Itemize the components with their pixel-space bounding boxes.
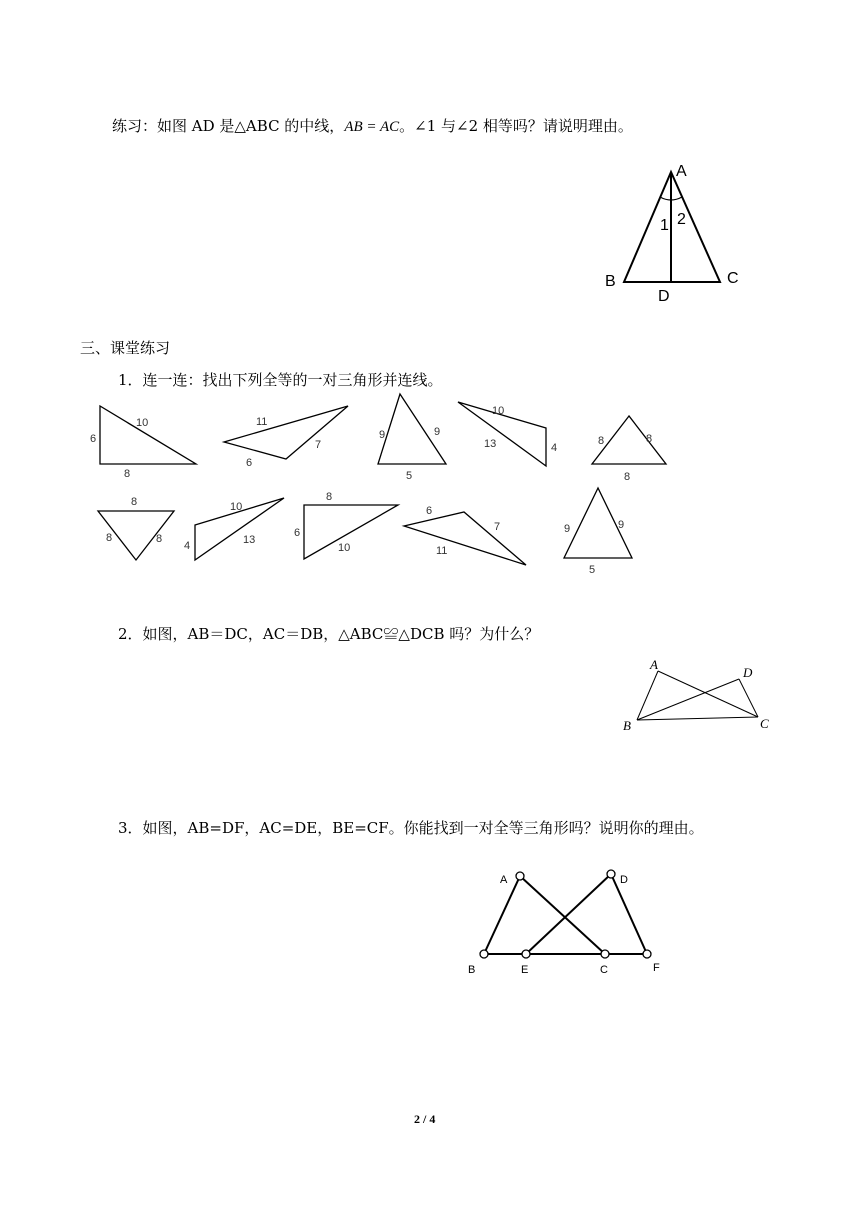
t7-hyp: 13 — [243, 534, 256, 546]
practice-triangle-figure — [590, 158, 760, 303]
t9-bottom: 11 — [436, 545, 448, 557]
point-f — [643, 950, 651, 958]
t2-top: 11 — [256, 416, 268, 428]
section-heading: 三、课堂练习 — [80, 339, 171, 357]
q2-label-b: B — [623, 718, 631, 733]
question-3-figure — [460, 862, 680, 977]
segment-dc — [739, 679, 758, 717]
triangle-1 — [100, 406, 196, 464]
triangle-8 — [304, 505, 398, 559]
segment-bc — [637, 717, 758, 720]
q2-label-d: D — [743, 665, 753, 680]
segment-ac — [520, 876, 605, 954]
segment-ab — [484, 876, 520, 954]
page-number: 2 / 4 — [414, 1112, 436, 1126]
t5-right: 8 — [646, 433, 653, 445]
t2-right: 7 — [315, 439, 322, 451]
question-3: 3．如图，AB=DF，AC=DE，BE=CF。你能找到一对全等三角形吗？说明你的理由。 — [118, 819, 704, 837]
label-angle-1: 1 — [660, 217, 669, 234]
t6-top: 8 — [131, 496, 138, 508]
t3-right: 9 — [434, 426, 441, 438]
point-d — [607, 870, 615, 878]
triangle-matching-figure — [80, 388, 680, 578]
t8-left: 6 — [294, 527, 301, 539]
practice-question — [112, 116, 633, 137]
practice-formula: AB = AC — [344, 119, 400, 135]
q3-label-b: B — [468, 964, 476, 976]
t7-top: 10 — [230, 501, 243, 513]
label-c: C — [727, 270, 739, 287]
t6-left: 8 — [106, 532, 113, 544]
t4-top: 10 — [492, 405, 505, 417]
triangle-2 — [224, 406, 348, 459]
q2-label-c: C — [760, 716, 769, 731]
t10-base: 5 — [589, 564, 596, 576]
practice-suffix: 。∠1 与∠2 相等吗？请说明理由。 — [399, 117, 633, 135]
t3-left: 9 — [379, 429, 386, 441]
t7-left: 4 — [184, 540, 191, 552]
t1-side: 6 — [90, 433, 97, 445]
point-e — [522, 950, 530, 958]
t2-bottom: 6 — [246, 457, 253, 469]
t4-hyp: 13 — [484, 438, 497, 450]
point-a — [516, 872, 524, 880]
q3-label-e: E — [521, 964, 529, 976]
label-d: D — [658, 288, 670, 303]
question-2: 2．如图，AB＝DC，AC＝DB，△ABC≌△DCB 吗？为什么？ — [118, 625, 540, 643]
t1-base: 8 — [124, 468, 131, 480]
t4-side: 4 — [551, 442, 558, 454]
point-c — [601, 950, 609, 958]
label-angle-2: 2 — [677, 211, 686, 228]
t10-left: 9 — [564, 523, 571, 535]
t6-right: 8 — [156, 533, 163, 545]
segment-df — [611, 874, 647, 954]
triangle-9 — [404, 512, 526, 565]
t5-base: 8 — [624, 471, 631, 483]
q3-label-c: C — [600, 964, 608, 976]
t5-left: 8 — [598, 435, 605, 447]
t10-right: 9 — [618, 519, 625, 531]
t9-right: 7 — [494, 521, 501, 533]
question-1: 1．连一连：找出下列全等的一对三角形并连线。 — [118, 371, 443, 389]
t8-top: 8 — [326, 491, 333, 503]
point-b — [480, 950, 488, 958]
q3-label-d: D — [620, 874, 628, 886]
t8-hyp: 10 — [338, 542, 351, 554]
t3-base: 5 — [406, 470, 413, 482]
q3-label-f: F — [653, 962, 660, 974]
question-2-figure — [615, 655, 780, 735]
q3-label-a: A — [500, 874, 508, 886]
t1-hyp: 10 — [136, 417, 149, 429]
label-b: B — [605, 273, 616, 290]
practice-prefix: 练习：如图 AD 是△ABC 的中线， — [112, 117, 345, 135]
label-a: A — [676, 163, 687, 180]
t9-top: 6 — [426, 505, 433, 517]
segment-ed — [526, 874, 611, 954]
q2-label-a: A — [650, 657, 658, 672]
